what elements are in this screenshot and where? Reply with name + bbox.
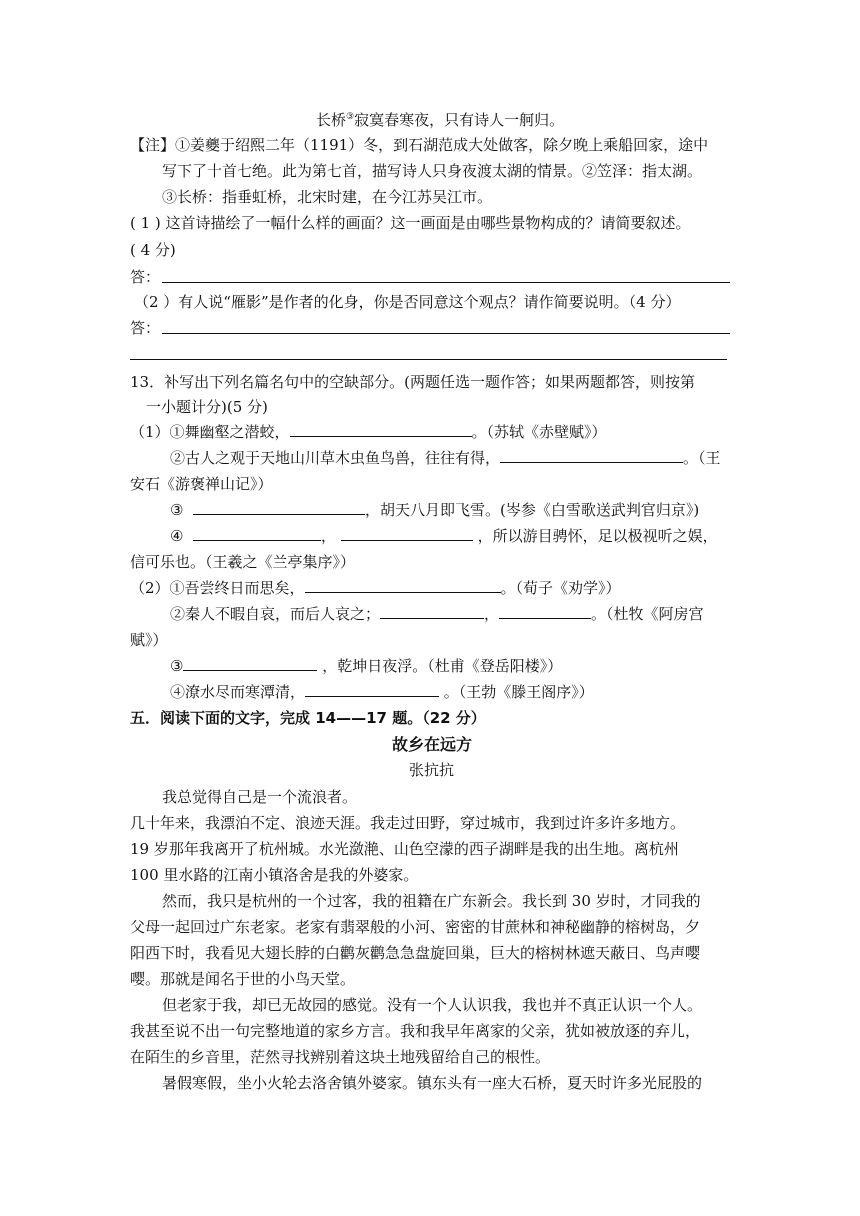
article-line: 父母一起回过广东老家。老家有翡翠般的小河、密密的甘蔗林和神秘幽静的榕树岛，夕	[130, 918, 701, 936]
answer-blank-2[interactable]	[162, 333, 730, 334]
fill-blank[interactable]	[380, 604, 484, 619]
answer-blank-1[interactable]	[162, 282, 730, 283]
article-line: 然而，我只是杭州的一个过客，我的祖籍在广东新会。我长到 30 岁时，才同我的	[162, 892, 701, 910]
q13-group1-item1: （1）①舞幽壑之潜蛟， 。（苏轼《赤壁赋》）	[130, 423, 607, 441]
fill-blank[interactable]	[500, 448, 683, 463]
note-line-1: 【注】①姜夔于绍熙二年（1191）冬，到石湖范成大处做客，除夕晚上乘船回家，途中	[130, 136, 709, 154]
article-line: 几十年来，我漂泊不定、浪迹天涯。我走过田野，穿过城市，我到过许多许多地方。	[130, 814, 686, 832]
fill-blank[interactable]	[193, 500, 365, 515]
article-line: 但老家于我，却已无故园的感觉。没有一个人认识我，我也并不真正认识一个人。	[162, 996, 703, 1014]
q12-part1-line2: ( 4 分)	[130, 241, 176, 259]
q13-group1-item2-cont: 安石《游褒禅山记》）	[130, 475, 273, 493]
q13-group1-item3: ③ ，胡天八月即飞雪。(岑参《白雪歌送武判官归京》)	[170, 501, 700, 519]
q12-part1-line1: ( 1 ) 这首诗描绘了一幅什么样的画面？这一画面是由哪些景物构成的？请简要叙述。	[130, 214, 691, 232]
answer-label-2: 答：	[130, 319, 161, 337]
fill-blank[interactable]	[290, 422, 472, 437]
fill-blank[interactable]	[305, 682, 439, 697]
note-line-3: ③长桥：指垂虹桥，北宋时建，在今江苏吴江市。	[162, 188, 493, 206]
q13-group2-item1: （2）①吾尝终日而思矣， 。（荀子《劝学》）	[130, 579, 621, 597]
q12-part2: （2 ）有人说“雁影”是作者的化身，你是否同意这个观点？请作简要说明。（4 分）	[134, 293, 681, 311]
article-line: 嘤。那就是闻名于世的小鸟天堂。	[130, 970, 356, 988]
article-author: 张抗抗	[409, 761, 455, 779]
note-line-2: 写下了十首七绝。此为第七首，描写诗人只身夜渡太湖的情景。②笠泽：指太湖。	[162, 162, 703, 180]
q13-group2-item2: ②秦人不暇自哀，而后人哀之； ， 。（杜牧《阿房宫	[170, 605, 704, 623]
fill-blank[interactable]	[183, 656, 317, 671]
answer-label-1: 答：	[130, 268, 161, 286]
q13-instruction-line2: 一小题计分)(5 分)	[146, 398, 268, 416]
article-line: 暑假寒假，坐小火轮去洛舍镇外婆家。镇东头有一座大石桥，夏天时许多光屁股的	[162, 1074, 703, 1092]
q13-group1-item2: ②古人之观于天地山川草木虫鱼鸟兽，往往有得， 。（王	[170, 449, 721, 467]
answer-blank-3[interactable]	[130, 359, 727, 360]
q13-group1-item4: ④ ， ，所以游目骋怀，足以极视听之娱，	[170, 527, 718, 545]
article-line: 100 里水路的江南小镇洛舍是我的外婆家。	[130, 866, 419, 884]
article-title: 故乡在远方	[392, 735, 473, 754]
q13-instruction-line1: 13．补写出下列名篇名句中的空缺部分。(两题任选一题作答；如果两题都答，则按第	[130, 373, 695, 391]
article-line: 我甚至说不出一句完整地道的家乡方言。我和我早年离家的父亲，犹如被放逐的弃儿，	[130, 1022, 701, 1040]
fill-blank[interactable]	[341, 526, 473, 541]
section5-heading: 五．阅读下面的文字，完成 14——17 题。（22 分）	[130, 709, 486, 727]
q13-group1-item4-cont: 信可乐也。（王羲之《兰亭集序》）	[130, 553, 356, 571]
fill-blank[interactable]	[193, 526, 321, 541]
q13-group2-item3: ③ ，乾坤日夜浮。（杜甫《登岳阳楼》）	[170, 657, 563, 675]
article-line: 我总觉得自己是一个流浪者。	[162, 788, 358, 806]
article-line: 19 岁那年我离开了杭州城。水光潋滟、山色空濛的西子湖畔是我的出生地。离杭州	[130, 840, 679, 858]
fill-blank[interactable]	[305, 578, 501, 593]
q13-group2-item4: ④潦水尽而寒潭清， 。（王勃《滕王阁序》）	[170, 683, 594, 701]
poem-line: 长桥③寂寞春寒夜，只有诗人一舸归。	[316, 111, 565, 129]
fill-blank[interactable]	[499, 604, 591, 619]
article-line: 阳西下时，我看见大翅长脖的白鹳灰鹳急急盘旋回巢，巨大的榕树林遮天蔽日、鸟声嘤	[130, 944, 701, 962]
q13-group2-item2-cont: 赋》）	[130, 631, 168, 649]
article-line: 在陌生的乡音里，茫然寻找辨别着这块土地残留给自己的根性。	[130, 1048, 551, 1066]
